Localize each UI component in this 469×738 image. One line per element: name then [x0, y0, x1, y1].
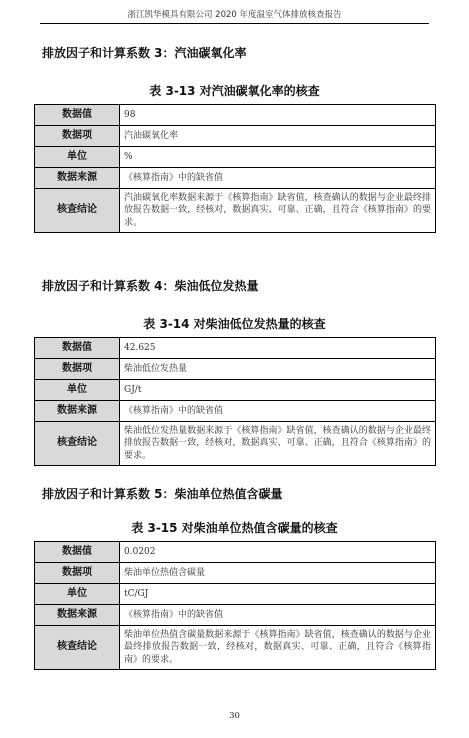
cell-value: 0.0202 — [120, 542, 436, 563]
table-row — [35, 147, 436, 168]
cell-source: 《核算指南》中的缺省值 — [120, 401, 436, 422]
cell-conclusion: 柴油低位发热量数据来源于《核算指南》缺省值，核查确认的数据与企业最终排放报告数据一致，经核对，数据真实、可靠、正确，且符合《核算指南》的要求。 — [120, 422, 436, 466]
table-row — [35, 542, 436, 563]
label-unit: 单位 — [35, 380, 120, 401]
check-table-3-13 — [34, 104, 436, 233]
table-row — [35, 105, 436, 126]
section-title-5: 排放因子和计算系数 5：柴油单位热值含碳量 — [42, 487, 283, 501]
table-caption-3-14: 表 3-14 对柴油低位发热量的核查 — [143, 317, 326, 331]
table-row — [35, 584, 436, 605]
page-header: 浙江凯华模具有限公司 2020 年度温室气体排放核查报告 — [40, 8, 429, 24]
check-table-3-14 — [34, 337, 436, 466]
label-conclusion: 核查结论 — [35, 189, 120, 233]
label-value: 数据值 — [35, 105, 120, 126]
table-row — [35, 168, 436, 189]
label-unit: 单位 — [35, 584, 120, 605]
table-caption-3-13: 表 3-13 对汽油碳氧化率的核查 — [149, 84, 320, 98]
page-number: 30 — [229, 711, 240, 721]
label-value: 数据值 — [35, 338, 120, 359]
cell-value: 42.625 — [120, 338, 436, 359]
cell-value: 98 — [120, 105, 436, 126]
cell-conclusion: 柴油单位热值含碳量数据来源于《核算指南》缺省值，核查确认的数据与企业最终排放报告数据一致，经核对，数据真实、可靠、正确，且符合《核算指南》的要求。 — [120, 626, 436, 670]
cell-item: 汽油碳氧化率 — [120, 126, 436, 147]
label-value: 数据值 — [35, 542, 120, 563]
label-conclusion: 核查结论 — [35, 626, 120, 670]
table-row — [35, 359, 436, 380]
cell-conclusion: 汽油碳氧化率数据来源于《核算指南》缺省值，核查确认的数据与企业最终排放报告数据一致，经核对，数据真实、可靠、正确，且符合《核算指南》的要求。 — [120, 189, 436, 233]
cell-unit: tC/GJ — [120, 584, 436, 605]
label-item: 数据项 — [35, 563, 120, 584]
cell-unit: % — [120, 147, 436, 168]
label-conclusion: 核查结论 — [35, 422, 120, 466]
table-row — [35, 626, 436, 670]
label-source: 数据来源 — [35, 401, 120, 422]
table-row — [35, 401, 436, 422]
label-source: 数据来源 — [35, 605, 120, 626]
table-row — [35, 126, 436, 147]
table-row — [35, 380, 436, 401]
check-table-3-15 — [34, 541, 436, 670]
table-caption-3-15: 表 3-15 对柴油单位热值含碳量的核查 — [131, 521, 338, 535]
table-row — [35, 563, 436, 584]
cell-item: 柴油低位发热量 — [120, 359, 436, 380]
section-title-3: 排放因子和计算系数 3：汽油碳氧化率 — [42, 46, 247, 60]
cell-item: 柴油单位热值含碳量 — [120, 563, 436, 584]
table-row — [35, 189, 436, 233]
cell-unit: GJ/t — [120, 380, 436, 401]
label-unit: 单位 — [35, 147, 120, 168]
label-source: 数据来源 — [35, 168, 120, 189]
section-title-4: 排放因子和计算系数 4：柴油低位发热量 — [42, 279, 259, 293]
cell-source: 《核算指南》中的缺省值 — [120, 605, 436, 626]
label-item: 数据项 — [35, 359, 120, 380]
table-row — [35, 605, 436, 626]
cell-source: 《核算指南》中的缺省值 — [120, 168, 436, 189]
label-item: 数据项 — [35, 126, 120, 147]
table-row — [35, 338, 436, 359]
table-row — [35, 422, 436, 466]
